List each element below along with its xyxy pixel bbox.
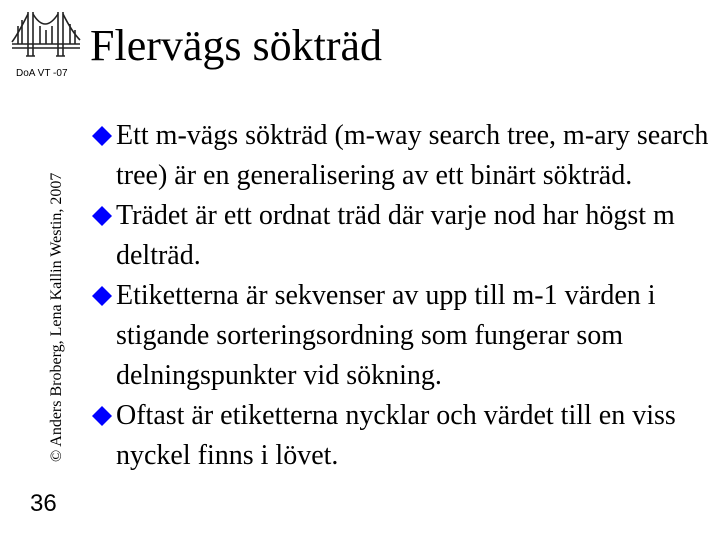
- bullet-item: [90, 276, 710, 396]
- diamond-bullet-icon: [90, 284, 114, 308]
- page-number: 36: [30, 490, 57, 517]
- bullet-text: Trädet är ett ordnat träd där varje nod har högst m delträd.: [116, 200, 675, 271]
- bullet-text: Etiketterna är sekvenser av upp till m-1 värden i stigande sorteringsordning som fungerar som delningspunkter vid sökning.: [116, 280, 656, 391]
- bullet-text: Ett m-vägs sökträd (m-way search tree, m-ary search tree) är en generalisering av ett binärt sökträd.: [116, 120, 709, 191]
- bullet-item: [90, 196, 710, 276]
- diamond-bullet-icon: [90, 404, 114, 428]
- copyright-text: © Anders Broberg, Lena Kallin Westin, 2007: [48, 172, 65, 462]
- bullet-list: [90, 116, 710, 476]
- bullet-item: [90, 116, 710, 196]
- bridge-logo-icon: [10, 4, 82, 66]
- bullet-item: [90, 396, 710, 476]
- bullet-text: Oftast är etiketterna nycklar och värdet till en viss nyckel finns i lövet.: [116, 400, 676, 471]
- slide-title: Flervägs sökträd: [90, 21, 383, 70]
- diamond-bullet-icon: [90, 124, 114, 148]
- diamond-bullet-icon: [90, 204, 114, 228]
- course-label: DoA VT -07: [16, 68, 68, 79]
